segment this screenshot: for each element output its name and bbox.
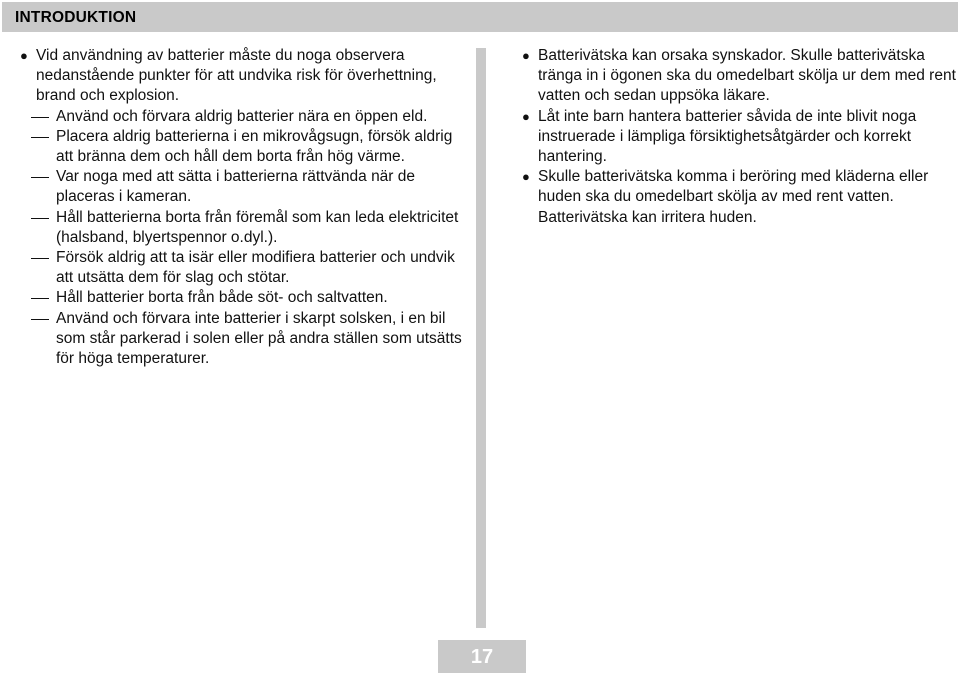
dash-text: Placera aldrig batterierna i en mikrovågsugn, försök aldrig att bränna dem och håll dem borta från hög värme. [56, 127, 453, 166]
dash-text: Försök aldrig att ta isär eller modifiera batterier och undvik att utsätta dem för slag och stötar. [56, 249, 455, 287]
dash-icon [31, 298, 49, 299]
page-number: 17 [470, 646, 494, 668]
dash-item [18, 288, 463, 308]
dash-icon [31, 137, 49, 138]
dash-text: Använd och förvara inte batterier i skarpt solsken, i en bil som står parkerad i solen eller på andra ställen som utsätts för höga temperaturer. [56, 309, 462, 368]
right-column [520, 46, 960, 228]
dash-icon [31, 177, 49, 178]
dash-text: Håll batterierna borta från föremål som kan leda elektricitet (halsband, blyertspennor o.dyl.). [56, 208, 459, 246]
left-column [18, 46, 463, 369]
section-header-bar [2, 2, 958, 32]
bullet-icon: ● [522, 108, 530, 124]
bullet-icon: ● [20, 48, 28, 63]
dash-text: Var noga med att sätta i batterierna rättvända när de placeras i kameran. [56, 168, 416, 206]
dash-icon [31, 218, 49, 219]
dash-icon [31, 117, 49, 118]
column-divider [476, 48, 486, 628]
bullet-text: Batterivätska kan orsaka synskador. Skulle batterivätska tränga in i ögonen ska du omedelbart skölja ur dem med rent vatten och sedan uppsöka läkare. [538, 47, 956, 105]
section-title: INTRODUKTION [15, 9, 137, 26]
bullet-text: Skulle batterivätska komma i beröring med kläderna eller huden ska du omedelbart skölja av med rent vatten. Batterivätska kan irritera huden. [538, 168, 929, 226]
dash-text: Använd och förvara aldrig batterier nära en öppen eld. [56, 107, 428, 125]
bullet-icon: ● [522, 48, 530, 63]
bullet-item [520, 107, 960, 168]
dash-item [18, 127, 463, 167]
dash-item [18, 208, 463, 248]
dash-text: Håll batterier borta från både söt- och saltvatten. [56, 289, 388, 307]
page-number-box [438, 640, 526, 673]
dash-item [18, 167, 463, 207]
dash-icon [31, 258, 49, 259]
bullet-item [520, 46, 960, 107]
dash-item [18, 309, 463, 370]
dash-icon [31, 319, 49, 320]
bullet-text: Låt inte barn hantera batterier såvida de inte blivit noga instruerade i lämpliga försiktighetsåtgärder och korrekt hantering. [538, 107, 917, 166]
dash-item [18, 107, 463, 127]
bullet-item-intro [18, 46, 463, 107]
bullet-text: Vid användning av batterier måste du noga observera nedanstående punkter för att undvika risk för överhettning, brand och explosion. [36, 47, 437, 105]
dash-item [18, 248, 463, 288]
bullet-icon: ● [522, 169, 530, 185]
bullet-item [520, 167, 960, 228]
